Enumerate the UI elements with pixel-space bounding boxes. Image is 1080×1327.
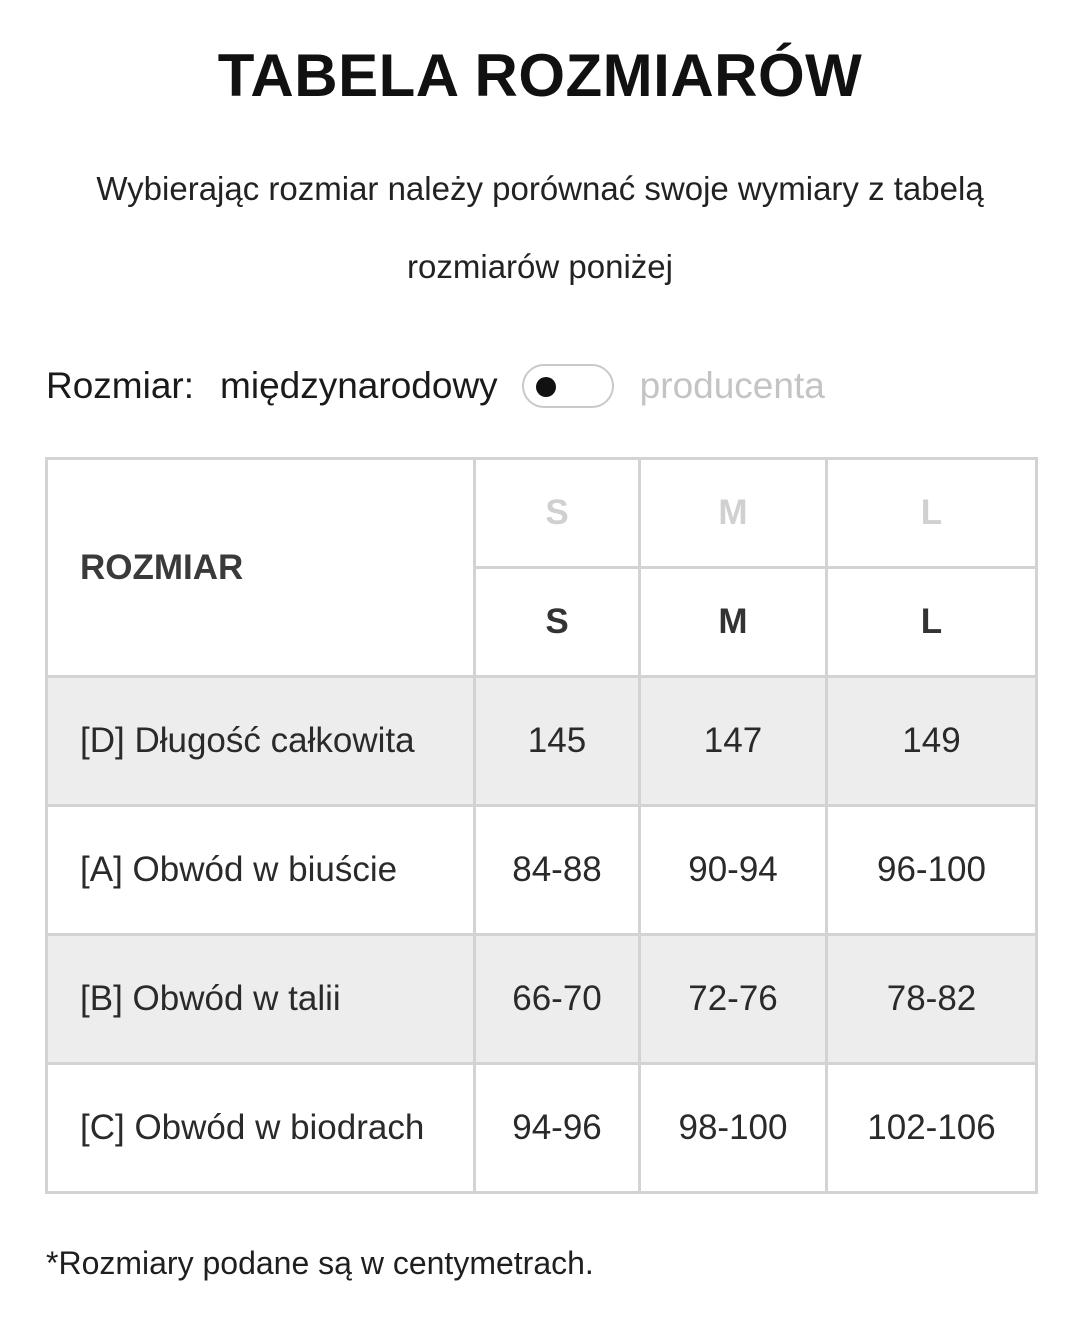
size-system-label: Rozmiar: <box>46 365 195 406</box>
cell-value: 78-82 <box>827 935 1037 1064</box>
row-label: [A] Obwód w biuście <box>47 806 475 935</box>
size-prod-s: S <box>475 568 640 677</box>
cell-value: 96-100 <box>827 806 1037 935</box>
row-label: [B] Obwód w talii <box>47 935 475 1064</box>
size-intl-s: S <box>475 459 640 568</box>
cell-value: 94-96 <box>475 1064 640 1193</box>
table-row <box>47 935 1037 1064</box>
cell-value: 98-100 <box>640 1064 827 1193</box>
cell-value: 84-88 <box>475 806 640 935</box>
cell-value: 145 <box>475 677 640 806</box>
units-footnote: *Rozmiary podane są w centymetrach. <box>46 1245 594 1281</box>
size-option-international[interactable]: międzynarodowy <box>220 365 498 406</box>
toggle-knob <box>536 377 556 397</box>
page-subtitle: Wybierając rozmiar należy porównać swoje wymiary z tabelą rozmiarów poniżej <box>96 170 984 285</box>
page-title: TABELA ROZMIARÓW <box>217 42 863 109</box>
size-system-switch <box>46 358 825 414</box>
cell-value: 66-70 <box>475 935 640 1064</box>
row-label: [C] Obwód w biodrach <box>47 1064 475 1193</box>
table-row <box>47 806 1037 935</box>
size-intl-m: M <box>640 459 827 568</box>
cell-value: 72-76 <box>640 935 827 1064</box>
row-label: [D] Długość całkowita <box>47 677 475 806</box>
size-intl-l: L <box>827 459 1037 568</box>
cell-value: 147 <box>640 677 827 806</box>
cell-value: 102-106 <box>827 1064 1037 1193</box>
cell-value: 149 <box>827 677 1037 806</box>
table-row <box>47 1064 1037 1193</box>
size-column-header: ROZMIAR <box>47 459 475 677</box>
size-prod-l: L <box>827 568 1037 677</box>
cell-value: 90-94 <box>640 806 827 935</box>
size-system-toggle[interactable] <box>522 364 614 408</box>
size-option-producer[interactable]: producenta <box>639 365 825 406</box>
table-row <box>47 677 1037 806</box>
table-header-row-international <box>47 459 1037 568</box>
size-table <box>45 457 1038 1194</box>
size-prod-m: M <box>640 568 827 677</box>
